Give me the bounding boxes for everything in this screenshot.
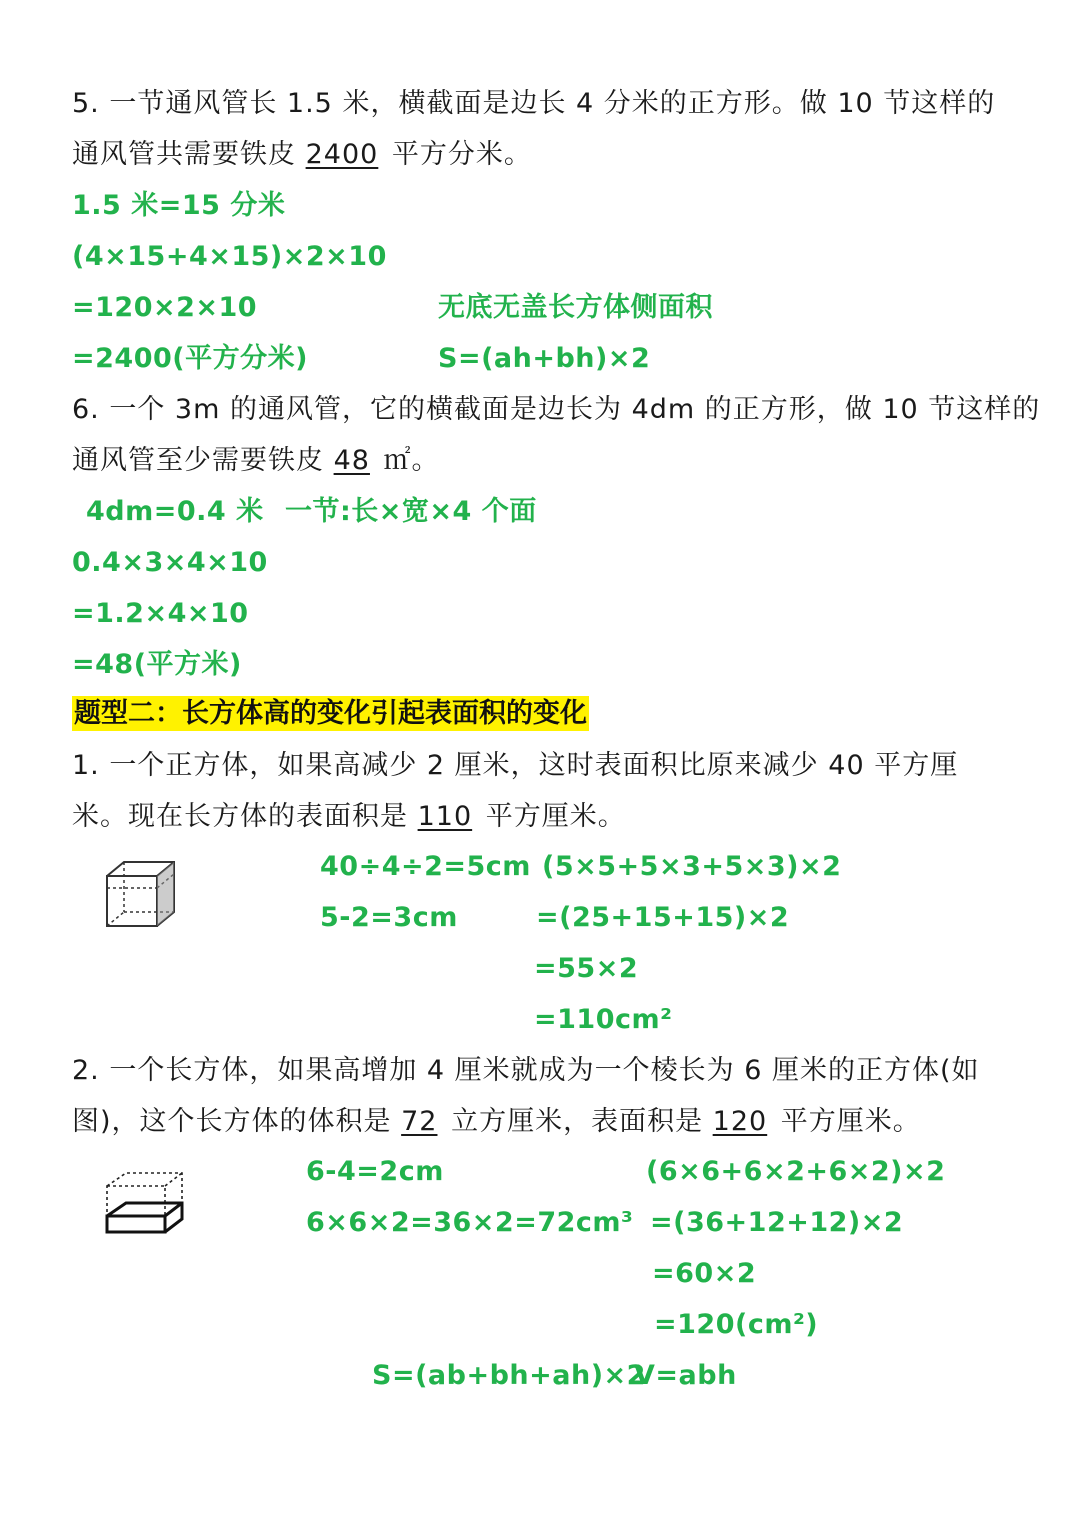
q5-line2-post: 平方分米。	[382, 139, 532, 170]
s2-line2-pre: 图)，这个长方体的体积是	[72, 1106, 402, 1137]
s2-line1: 2. 一个长方体，如果高增加 4 厘米就成为一个棱长为 6 厘米的正方体(如	[72, 1055, 980, 1086]
s1-left-line: 5-2=3cm	[320, 902, 458, 933]
q6-conversion: 4dm=0.4 米	[86, 496, 264, 527]
s2-formula-v: V=abh	[634, 1360, 737, 1391]
q6-line1: 6. 一个 3m 的通风管，它的横截面是边长为 4dm 的正方形，做 10 节这样的	[72, 394, 1041, 425]
q5-solution-line: 1.5 米=15 分米	[72, 190, 286, 221]
q5-solution-line: =120×2×10	[72, 292, 258, 323]
s2-line2-post: 平方厘米。	[771, 1106, 921, 1137]
cuboid-figure	[104, 1168, 186, 1238]
s1-line1: 1. 一个正方体，如果高减少 2 厘米，这时表面积比原来减少 40 平方厘	[72, 750, 959, 781]
q6-line2-post: ㎡。	[373, 445, 440, 476]
q5-line2	[72, 135, 532, 175]
q6-note: 一节:长×宽×4 个面	[285, 496, 537, 527]
q5-note-title: 无底无盖长方体侧面积	[438, 292, 713, 323]
s2-left-line: 6-4=2cm	[306, 1156, 444, 1187]
q6-solution-line: 0.4×3×4×10	[72, 547, 268, 578]
s2-formula-s: S=(ab+bh+ah)×2	[372, 1360, 646, 1391]
s1-right-line: (5×5+5×3+5×3)×2	[542, 851, 842, 882]
s1-line2-post: 平方厘米。	[476, 801, 626, 832]
q6-solution-line: =48(平方米)	[72, 649, 242, 680]
s1-answer: 110	[417, 801, 473, 832]
s2-line2	[72, 1102, 921, 1142]
cube-figure	[104, 856, 178, 930]
q5-solution-line: (4×15+4×15)×2×10	[72, 241, 387, 272]
q6-answer: 48	[333, 445, 370, 476]
s1-right-line: =55×2	[534, 953, 639, 984]
s1-right-line: =110cm²	[534, 1004, 673, 1035]
s2-line2-mid: 立方厘米，表面积是	[441, 1106, 713, 1137]
q5-answer: 2400	[305, 139, 379, 170]
s1-left-line: 40÷4÷2=5cm	[320, 851, 531, 882]
s2-right-line: =60×2	[652, 1258, 757, 1289]
q5-line2-pre: 通风管共需要铁皮	[72, 139, 306, 170]
q5-solution-line: =2400(平方分米)	[72, 343, 308, 374]
s2-answer-volume: 72	[401, 1106, 438, 1137]
s2-right-line: =120(cm²)	[654, 1309, 819, 1340]
q5-note-formula: S=(ah+bh)×2	[438, 343, 651, 374]
s1-line2	[72, 797, 626, 837]
s1-right-line: =(25+15+15)×2	[536, 902, 790, 933]
section-heading-text: 题型二：长方体高的变化引起表面积的变化	[74, 698, 587, 729]
s2-right-line: (6×6+6×2+6×2)×2	[646, 1156, 946, 1187]
q6-line2	[72, 441, 440, 481]
q6-line2-pre: 通风管至少需要铁皮	[72, 445, 334, 476]
q5-line1: 5. 一节通风管长 1.5 米，横截面是边长 4 分米的正方形。做 10 节这样的	[72, 88, 996, 119]
s2-right-line: =(36+12+12)×2	[650, 1207, 904, 1238]
q6-solution-line: =1.2×4×10	[72, 598, 249, 629]
s1-line2-pre: 米。现在长方体的表面积是	[72, 801, 418, 832]
s2-answer-area: 120	[712, 1106, 768, 1137]
s2-left-line: 6×6×2=36×2=72cm³	[306, 1207, 634, 1238]
section-heading	[72, 694, 589, 734]
